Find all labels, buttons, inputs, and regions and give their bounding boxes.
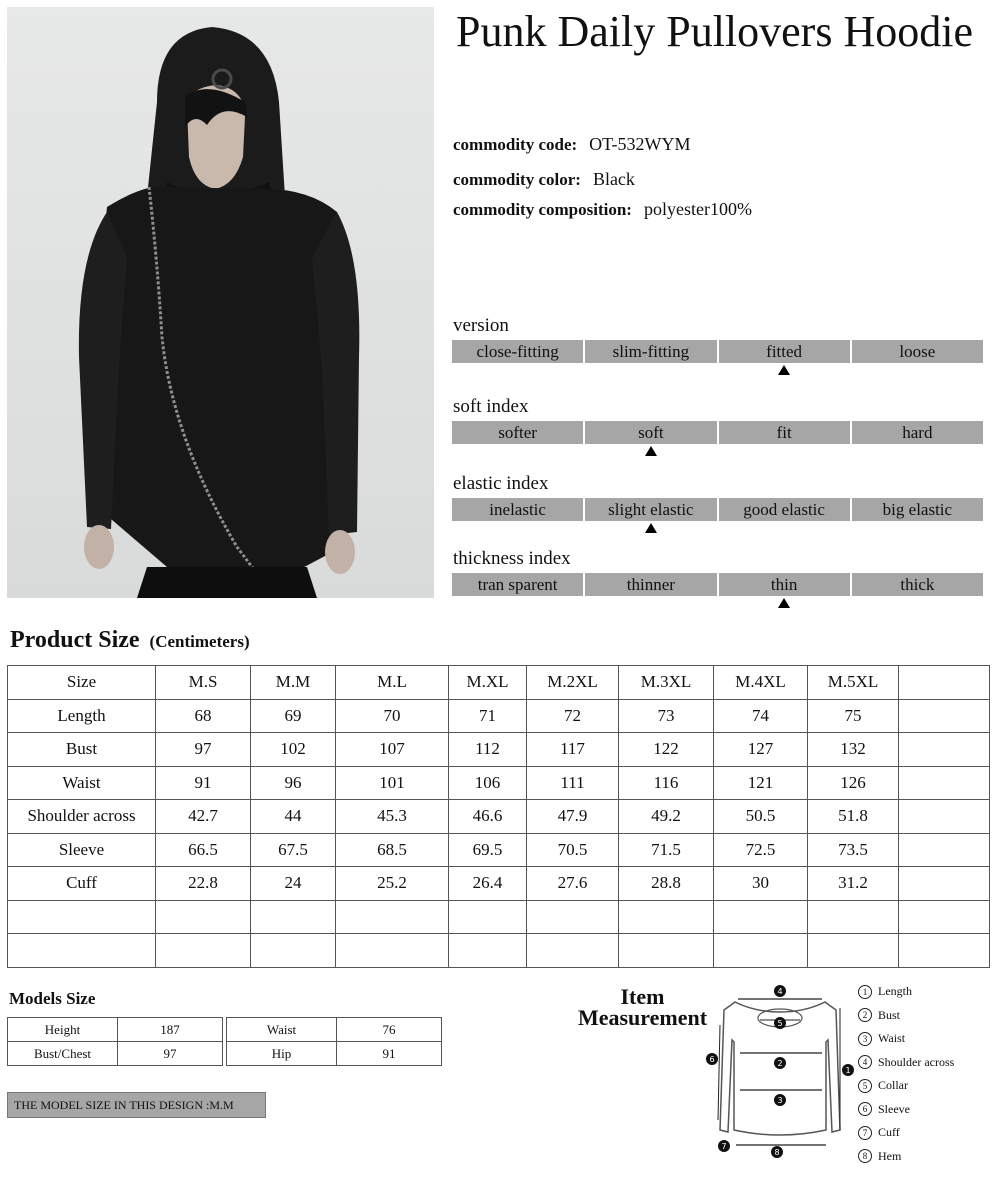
table-cell bbox=[449, 900, 527, 934]
table-cell: 111 bbox=[527, 766, 619, 800]
item-measurement-title-line1: Item bbox=[620, 984, 665, 1009]
row-label-cell: Shoulder across bbox=[8, 800, 156, 834]
legend-number: 5 bbox=[858, 1079, 872, 1093]
table-cell bbox=[527, 934, 619, 968]
table-cell: 26.4 bbox=[449, 867, 527, 901]
table-header-cell: M.2XL bbox=[527, 666, 619, 700]
table-cell: 112 bbox=[449, 733, 527, 767]
table-cell: 121 bbox=[714, 766, 808, 800]
legend-label: Sleeve bbox=[878, 1101, 910, 1116]
elastic-index-option: inelastic bbox=[452, 498, 583, 521]
table-cell: 68 bbox=[156, 699, 251, 733]
table-row bbox=[8, 699, 990, 733]
legend-item-shoulder-across bbox=[858, 1051, 954, 1075]
spec-commodity-color bbox=[453, 169, 635, 190]
legend-label: Hem bbox=[878, 1148, 902, 1163]
legend-item-length bbox=[858, 980, 954, 1004]
table-cell bbox=[156, 934, 251, 968]
table-header-cell: M.4XL bbox=[714, 666, 808, 700]
model-wearing-hoodie-illustration bbox=[7, 7, 434, 598]
legend-item-hem bbox=[858, 1145, 954, 1169]
table-cell: Bust/Chest bbox=[8, 1042, 118, 1066]
table-header-cell: M.L bbox=[336, 666, 449, 700]
table-cell: 187 bbox=[118, 1018, 223, 1042]
thickness-index-label: thickness index bbox=[453, 548, 571, 569]
table-cell: 71.5 bbox=[619, 833, 714, 867]
table-cell bbox=[899, 766, 990, 800]
table-cell: 72.5 bbox=[714, 833, 808, 867]
legend-number: 3 bbox=[858, 1032, 872, 1046]
table-cell: 102 bbox=[251, 733, 336, 767]
legend-item-sleeve bbox=[858, 1098, 954, 1122]
table-row bbox=[8, 1018, 223, 1042]
table-cell: 46.6 bbox=[449, 800, 527, 834]
thickness-index-option-selected: thin bbox=[719, 573, 850, 596]
table-cell bbox=[336, 900, 449, 934]
table-cell: 91 bbox=[156, 766, 251, 800]
table-cell: 107 bbox=[336, 733, 449, 767]
table-cell bbox=[899, 867, 990, 901]
elastic-index-option: big elastic bbox=[852, 498, 983, 521]
row-label-cell: Waist bbox=[8, 766, 156, 800]
thickness-index-option: tran sparent bbox=[452, 573, 583, 596]
table-cell: 28.8 bbox=[619, 867, 714, 901]
table-cell bbox=[449, 934, 527, 968]
table-cell: 91 bbox=[337, 1042, 442, 1066]
table-cell bbox=[527, 900, 619, 934]
elastic-index-scale bbox=[452, 498, 983, 521]
elastic-index-option: good elastic bbox=[719, 498, 850, 521]
legend-number: 1 bbox=[858, 985, 872, 999]
table-cell: 27.6 bbox=[527, 867, 619, 901]
product-size-unit: (Centimeters) bbox=[149, 632, 250, 651]
legend-number: 4 bbox=[858, 1055, 872, 1069]
thickness-index-option: thick bbox=[852, 573, 983, 596]
table-cell: 22.8 bbox=[156, 867, 251, 901]
table-cell: 42.7 bbox=[156, 800, 251, 834]
table-cell: 49.2 bbox=[619, 800, 714, 834]
table-cell: 96 bbox=[251, 766, 336, 800]
legend-label: Cuff bbox=[878, 1125, 900, 1140]
table-header-cell: Size bbox=[8, 666, 156, 700]
table-cell bbox=[899, 900, 990, 934]
spec-value: OT-532WYM bbox=[589, 134, 691, 154]
table-header-cell: M.3XL bbox=[619, 666, 714, 700]
table-cell bbox=[619, 900, 714, 934]
garment-measurement-diagram bbox=[700, 980, 855, 1165]
product-size-table bbox=[7, 665, 990, 968]
table-cell: 31.2 bbox=[808, 867, 899, 901]
legend-item-cuff bbox=[858, 1121, 954, 1145]
row-label-cell bbox=[8, 900, 156, 934]
table-row bbox=[8, 733, 990, 767]
version-option-selected: fitted bbox=[719, 340, 850, 363]
table-cell: 50.5 bbox=[714, 800, 808, 834]
version-option: slim-fitting bbox=[585, 340, 716, 363]
product-size-heading: Product Size bbox=[10, 627, 140, 653]
svg-text:3: 3 bbox=[777, 1096, 783, 1105]
table-cell: 97 bbox=[118, 1042, 223, 1066]
soft-index-scale bbox=[452, 421, 983, 444]
svg-text:1: 1 bbox=[845, 1066, 851, 1075]
legend-label: Waist bbox=[878, 1031, 906, 1046]
table-row bbox=[8, 833, 990, 867]
table-cell bbox=[251, 934, 336, 968]
table-cell: 24 bbox=[251, 867, 336, 901]
table-cell bbox=[808, 900, 899, 934]
svg-text:4: 4 bbox=[777, 987, 783, 996]
table-cell bbox=[336, 934, 449, 968]
table-cell bbox=[619, 934, 714, 968]
table-cell: 126 bbox=[808, 766, 899, 800]
legend-label: Bust bbox=[878, 1007, 901, 1022]
thickness-index-option: thinner bbox=[585, 573, 716, 596]
table-row bbox=[227, 1018, 442, 1042]
table-cell: 75 bbox=[808, 699, 899, 733]
legend-label: Collar bbox=[878, 1078, 908, 1093]
table-cell: 67.5 bbox=[251, 833, 336, 867]
table-cell: 73.5 bbox=[808, 833, 899, 867]
legend-label: Shoulder across bbox=[878, 1054, 955, 1069]
table-cell bbox=[899, 699, 990, 733]
svg-text:2: 2 bbox=[777, 1059, 783, 1068]
table-cell: 117 bbox=[527, 733, 619, 767]
table-cell bbox=[899, 833, 990, 867]
table-header-cell: M.5XL bbox=[808, 666, 899, 700]
table-header-row bbox=[8, 666, 990, 700]
table-header-cell: M.XL bbox=[449, 666, 527, 700]
table-cell: 45.3 bbox=[336, 800, 449, 834]
svg-text:7: 7 bbox=[721, 1142, 727, 1151]
soft-index-option-selected: soft bbox=[585, 421, 716, 444]
table-cell: 71 bbox=[449, 699, 527, 733]
table-cell bbox=[714, 934, 808, 968]
table-cell: 76 bbox=[337, 1018, 442, 1042]
table-row bbox=[8, 900, 990, 934]
svg-text:6: 6 bbox=[709, 1055, 715, 1064]
table-cell bbox=[808, 934, 899, 968]
table-cell: 70.5 bbox=[527, 833, 619, 867]
soft-index-option: hard bbox=[852, 421, 983, 444]
row-label-cell: Bust bbox=[8, 733, 156, 767]
table-cell: 66.5 bbox=[156, 833, 251, 867]
table-header-cell bbox=[899, 666, 990, 700]
table-cell: 101 bbox=[336, 766, 449, 800]
table-cell: 69.5 bbox=[449, 833, 527, 867]
table-cell: Waist bbox=[227, 1018, 337, 1042]
table-cell: 132 bbox=[808, 733, 899, 767]
table-cell: 25.2 bbox=[336, 867, 449, 901]
table-row bbox=[8, 766, 990, 800]
soft-index-option: softer bbox=[452, 421, 583, 444]
table-header-cell: M.M bbox=[251, 666, 336, 700]
spec-value: polyester100% bbox=[643, 199, 752, 219]
spec-commodity-code bbox=[453, 134, 691, 155]
table-cell: Hip bbox=[227, 1042, 337, 1066]
legend-label: Length bbox=[878, 984, 912, 999]
table-cell: 106 bbox=[449, 766, 527, 800]
table-cell: 70 bbox=[336, 699, 449, 733]
table-cell bbox=[899, 800, 990, 834]
version-scale bbox=[452, 340, 983, 363]
legend-number: 8 bbox=[858, 1149, 872, 1163]
spec-label: commodity color: bbox=[453, 170, 581, 189]
spec-label: commodity composition: bbox=[453, 200, 632, 219]
table-cell bbox=[899, 934, 990, 968]
legend-number: 7 bbox=[858, 1126, 872, 1140]
table-row bbox=[227, 1042, 442, 1066]
version-option: loose bbox=[852, 340, 983, 363]
elastic-index-label: elastic index bbox=[453, 473, 549, 494]
legend-item-bust bbox=[858, 1004, 954, 1028]
item-measurement-title-line2: Measurement bbox=[577, 1005, 708, 1030]
models-size-title: Models Size bbox=[9, 989, 96, 1008]
model-size-note: THE MODEL SIZE IN THIS DESIGN :M.M bbox=[7, 1092, 266, 1118]
spec-commodity-composition bbox=[453, 199, 752, 220]
table-cell: 69 bbox=[251, 699, 336, 733]
table-header-cell: M.S bbox=[156, 666, 251, 700]
table-row bbox=[8, 1042, 223, 1066]
table-cell: 127 bbox=[714, 733, 808, 767]
soft-index-label: soft index bbox=[453, 396, 529, 417]
table-cell: 68.5 bbox=[336, 833, 449, 867]
table-cell: 72 bbox=[527, 699, 619, 733]
spec-label: commodity code: bbox=[453, 135, 578, 154]
table-cell bbox=[251, 900, 336, 934]
spec-value: Black bbox=[592, 169, 635, 189]
row-label-cell: Sleeve bbox=[8, 833, 156, 867]
table-cell: 51.8 bbox=[808, 800, 899, 834]
soft-index-option: fit bbox=[719, 421, 850, 444]
table-cell: 74 bbox=[714, 699, 808, 733]
table-cell: 122 bbox=[619, 733, 714, 767]
elastic-index-option-selected: slight elastic bbox=[585, 498, 716, 521]
svg-text:8: 8 bbox=[774, 1148, 780, 1157]
table-cell: 30 bbox=[714, 867, 808, 901]
version-label: version bbox=[453, 315, 509, 336]
table-cell bbox=[156, 900, 251, 934]
models-size-table-left bbox=[7, 1017, 223, 1066]
svg-text:5: 5 bbox=[777, 1019, 783, 1028]
row-label-cell bbox=[8, 934, 156, 968]
product-title: Punk Daily Pullovers Hoodie bbox=[456, 7, 973, 56]
product-size-title bbox=[10, 627, 250, 654]
legend-number: 6 bbox=[858, 1102, 872, 1116]
models-size-table-right bbox=[226, 1017, 442, 1066]
measurement-legend bbox=[858, 980, 954, 1168]
table-row bbox=[8, 800, 990, 834]
version-option: close-fitting bbox=[452, 340, 583, 363]
table-cell bbox=[714, 900, 808, 934]
thickness-index-scale bbox=[452, 573, 983, 596]
table-cell: 116 bbox=[619, 766, 714, 800]
table-cell bbox=[899, 733, 990, 767]
table-row bbox=[8, 867, 990, 901]
row-label-cell: Cuff bbox=[8, 867, 156, 901]
legend-item-waist bbox=[858, 1027, 954, 1051]
table-cell: 47.9 bbox=[527, 800, 619, 834]
legend-number: 2 bbox=[858, 1008, 872, 1022]
row-label-cell: Length bbox=[8, 699, 156, 733]
legend-item-collar bbox=[858, 1074, 954, 1098]
table-row bbox=[8, 934, 990, 968]
table-cell: 73 bbox=[619, 699, 714, 733]
table-cell: Height bbox=[8, 1018, 118, 1042]
product-photo bbox=[7, 7, 434, 598]
table-cell: 44 bbox=[251, 800, 336, 834]
table-cell: 97 bbox=[156, 733, 251, 767]
